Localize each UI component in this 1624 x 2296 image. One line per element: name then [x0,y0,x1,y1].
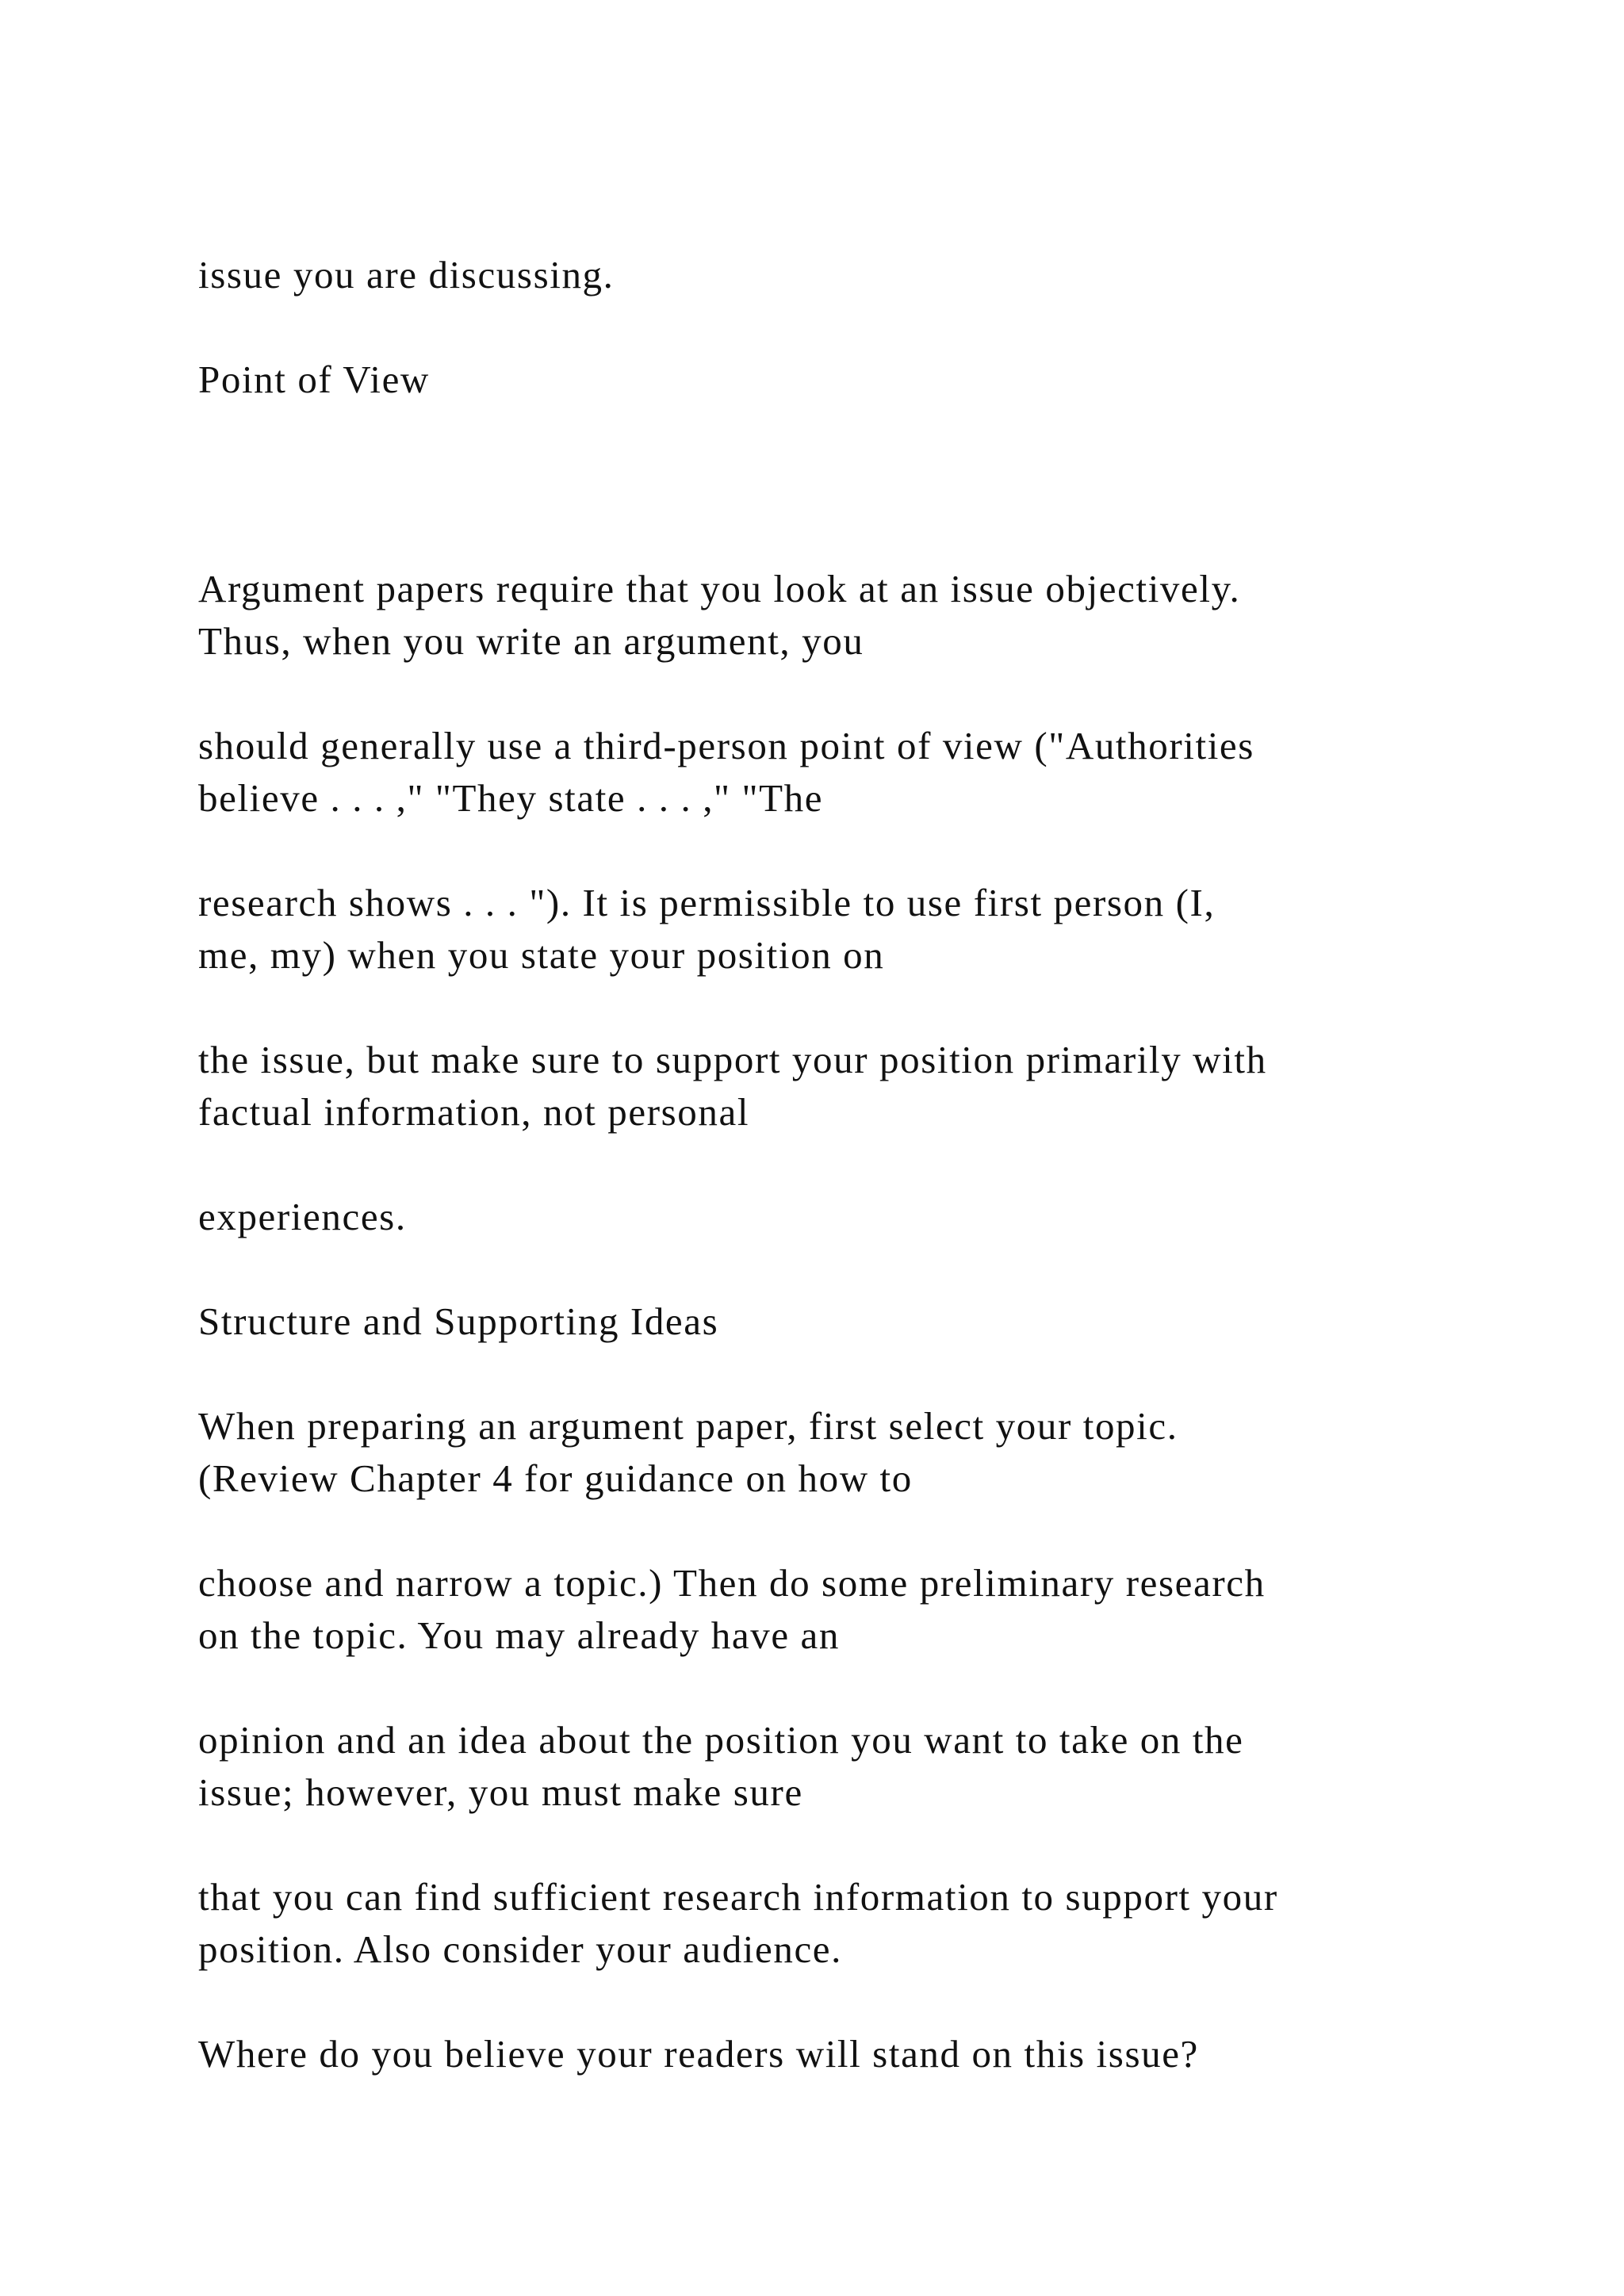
text-line-17: opinion and an idea about the position you want to take on the [198,1718,1244,1762]
text-line-18: issue; however, you must make sure [198,1770,803,1814]
text-line-3: Argument papers require that you look at an issue objectively. [198,567,1241,610]
text-line-13: When preparing an argument paper, first select your topic. [198,1404,1178,1448]
text-line-11: experiences. [198,1195,407,1238]
text-line-14: (Review Chapter 4 for guidance on how to [198,1456,913,1500]
text-line-20: position. Also consider your audience. [198,1927,842,1971]
text-line-16: on the topic. You may already have an [198,1613,840,1657]
text-line-10: factual information, not personal [198,1090,750,1134]
text-line-21: Where do you believe your readers will stand on this issue? [198,2032,1199,2076]
text-line-5: should generally use a third-person point of view ("Authorities [198,724,1254,767]
text-line-4: Thus, when you write an argument, you [198,619,864,663]
text-line-9: the issue, but make sure to support your position primarily with [198,1038,1267,1081]
section-heading-point-of-view: Point of View [198,358,430,401]
section-heading-structure: Structure and Supporting Ideas [198,1299,719,1343]
text-line-6: believe . . . ," "They state . . . ," "The [198,776,824,820]
text-line-8: me, my) when you state your position on [198,933,885,977]
text-line-19: that you can find sufficient research information to support your [198,1875,1278,1919]
text-line-15: choose and narrow a topic.) Then do some preliminary research [198,1561,1266,1605]
text-line-7: research shows . . . "). It is permissible to use first person (I, [198,881,1216,924]
text-line-1: issue you are discussing. [198,253,615,297]
